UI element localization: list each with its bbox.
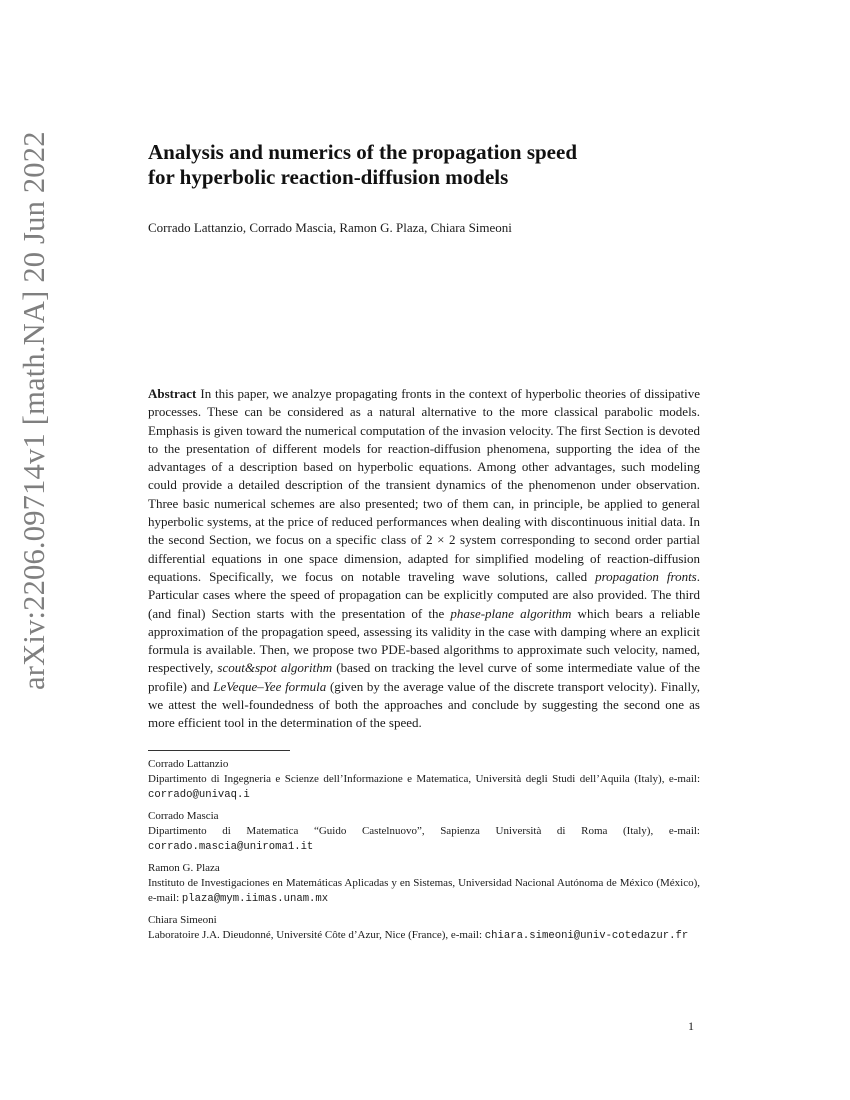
abstract-emphasis-leveque-yee: LeVeque–Yee formula (213, 678, 327, 694)
abstract-text-2: . Particular cases where the speed of propagation can be explicitly computed are also provided. The third (and final) Section starts with the presentation of the (148, 568, 700, 621)
affiliation-institution: Laboratoire J.A. Dieudonné, Université Côte d’Azur, Nice (France), e-mail: chiara.simeoni@univ-cotedazur.fr (148, 929, 689, 942)
email-link[interactable]: corrado.mascia@uniroma1.it (148, 841, 314, 853)
affiliation-institution: Instituto de Investigaciones en Matemáticas Aplicadas y en Sistemas, Universidad Nacional Autónoma de México (México), e-mail: plaza@mym.iimas.unam.mx (148, 877, 700, 905)
paper-title-line-2: for hyperbolic reaction-diffusion models (148, 165, 509, 189)
affiliation-name: Ramon G. Plaza (148, 862, 220, 874)
affiliation-mascia (148, 809, 700, 855)
abstract-text-3: which bears a reliable approximation of the propagation speed, assessing its validity in the case with damping where an explicit formula is available. Then, we propose two PDE-based algorithms to approximate such velocity, named, respectively, (148, 605, 700, 676)
affiliation-name: Chiara Simeoni (148, 914, 217, 926)
abstract-emphasis-propagation-fronts: propagation fronts (595, 568, 697, 584)
affiliation-lattanzio (148, 757, 700, 803)
affiliation-institution: Dipartimento di Ingegneria e Scienze dell’Informazione e Matematica, Università degli Studi dell’Aquila (Italy), e-mail: corrado@univaq.i (148, 773, 700, 801)
paper-title-line-1: Analysis and numerics of the propagation speed (148, 140, 578, 164)
affiliation-plaza (148, 861, 700, 907)
abstract-emphasis-scout-spot: scout&spot algorithm (217, 660, 333, 676)
page-number: 1 (688, 1019, 694, 1033)
affiliation-name: Corrado Lattanzio (148, 758, 229, 770)
abstract-text-1: In this paper, we analzye propagating fronts in the context of hyperbolic theories of dissipative processes. These can be considered as a natural alternative to the more classical parabolic models. Emphasis is given toward the numerical computation of the invasion velocity. The first Section is devoted to the presentation of different models for reaction-diffusion phenomena, supporting the idea of the advantages of a description based on hyperbolic equations. Among other advantages, such modeling could provide a detailed description of the transient dynamics of the phenomenon under observation. Three basic numerical schemes are also presented; two of them can, in principle, be applied to general hyperbolic systems, at the price of reduced performances when dealing with discontinuous initial data. In the second Section, we focus on a specific class of 2 × 2 system corresponding to second order partial differential equations in one space dimension, adapted for simplified modeling of reaction-diffusion equations. Specifically, we focus on notable traveling wave solutions, called (148, 386, 700, 584)
affiliations (148, 757, 700, 950)
abstract-text-4: (based on tracking the level curve of some intermediate value of the profile) and (148, 660, 700, 694)
affiliation-simeoni (148, 913, 700, 944)
affiliation-name: Corrado Mascia (148, 810, 219, 822)
abstract-label: Abstract (148, 386, 197, 401)
affiliation-institution: Dipartimento di Matematica “Guido Castelnuovo”, Sapienza Università di Roma (Italy), e-mail: corrado.mascia@uniroma1.it (148, 825, 700, 853)
abstract (148, 385, 700, 733)
email-link[interactable]: plaza@mym.iimas.unam.mx (181, 893, 329, 905)
author-list: Corrado Lattanzio, Corrado Mascia, Ramon G. Plaza, Chiara Simeoni (148, 220, 512, 235)
footnote-divider (148, 750, 290, 751)
abstract-emphasis-phase-plane: phase-plane algorithm (450, 605, 572, 621)
arxiv-identifier: arXiv:2206.09714v1 [math.NA] 20 Jun 2022 (17, 131, 51, 690)
abstract-text-5: (given by the average value of the discrete transport velocity). Finally, we attest the well-foundedness of both the approaches and conclude by suggesting the second one as more efficient tool in the determination of the speed. (148, 678, 700, 731)
paper-title (148, 140, 708, 190)
email-link[interactable]: corrado@univaq.i (148, 789, 250, 801)
email-link[interactable]: chiara.simeoni@univ-cotedazur.fr (484, 930, 689, 942)
